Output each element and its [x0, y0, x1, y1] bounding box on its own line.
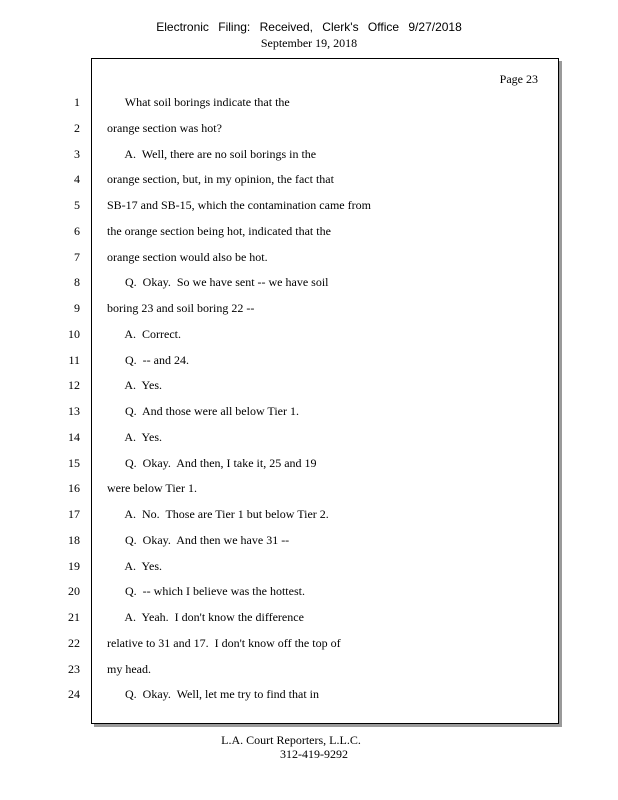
footer-company: L.A. Court Reporters, L.L.C. — [221, 733, 361, 747]
line-text: Q. Okay. Well, let me try to find that in — [107, 687, 319, 701]
line-text: A. Correct. — [107, 327, 181, 341]
line-number: 9 — [74, 301, 80, 315]
line-number: 2 — [74, 121, 80, 135]
line-text: orange section, but, in my opinion, the fact that — [107, 172, 334, 186]
line-number: 17 — [68, 507, 80, 521]
line-number: 12 — [68, 378, 80, 392]
line-text: A. Yes. — [107, 559, 163, 573]
line-number: 20 — [68, 584, 80, 598]
line-number: 21 — [68, 610, 80, 624]
line-text: A. Yes. — [107, 378, 163, 392]
line-text: A. Yes. — [107, 430, 163, 444]
line-text: What soil borings indicate that the — [107, 95, 290, 109]
line-number: 3 — [74, 147, 80, 161]
line-number: 6 — [74, 224, 80, 238]
line-number: 24 — [68, 687, 80, 701]
line-text: the orange section being hot, indicated that the — [107, 224, 331, 238]
page-number: Page 23 — [499, 72, 538, 86]
line-number: 5 — [74, 198, 80, 212]
line-text: A. Well, there are no soil borings in the — [107, 147, 317, 161]
line-text: boring 23 and soil boring 22 -- — [107, 301, 255, 315]
line-text: A. No. Those are Tier 1 but below Tier 2. — [107, 507, 329, 521]
line-text: orange section would also be hot. — [107, 250, 268, 264]
line-text: SB-17 and SB-15, which the contamination came from — [107, 198, 371, 212]
line-text: A. Yeah. I don't know the difference — [107, 610, 304, 624]
line-text: my head. — [107, 662, 151, 676]
line-number: 8 — [74, 275, 80, 289]
line-number: 7 — [74, 250, 80, 264]
line-number: 15 — [68, 456, 80, 470]
line-number: 14 — [68, 430, 80, 444]
line-number: 1 — [74, 95, 80, 109]
line-number: 19 — [68, 559, 80, 573]
line-number: 10 — [68, 327, 80, 341]
line-text: Q. Okay. And then, I take it, 25 and 19 — [107, 456, 317, 470]
line-text: Q. -- and 24. — [107, 353, 189, 367]
line-text: were below Tier 1. — [107, 481, 197, 495]
line-number: 4 — [74, 172, 80, 186]
line-text: Q. Okay. So we have sent -- we have soil — [107, 275, 329, 289]
line-text: Q. And those were all below Tier 1. — [107, 404, 299, 418]
line-number: 16 — [68, 481, 80, 495]
line-text: Q. Okay. And then we have 31 -- — [107, 533, 290, 547]
filing-stamp: Electronic Filing: Received, Clerk's Office 9/27/2018 — [156, 20, 462, 34]
line-text: orange section was hot? — [107, 121, 222, 135]
line-number: 13 — [68, 404, 80, 418]
line-number: 22 — [68, 636, 80, 650]
deposition-date: September 19, 2018 — [260, 36, 358, 50]
line-text: Q. -- which I believe was the hottest. — [107, 584, 305, 598]
line-number: 23 — [68, 662, 80, 676]
line-number: 11 — [68, 353, 80, 367]
footer-phone: 312-419-9292 — [280, 747, 348, 761]
line-text: relative to 31 and 17. I don't know off the top of — [107, 636, 341, 650]
line-number: 18 — [68, 533, 80, 547]
